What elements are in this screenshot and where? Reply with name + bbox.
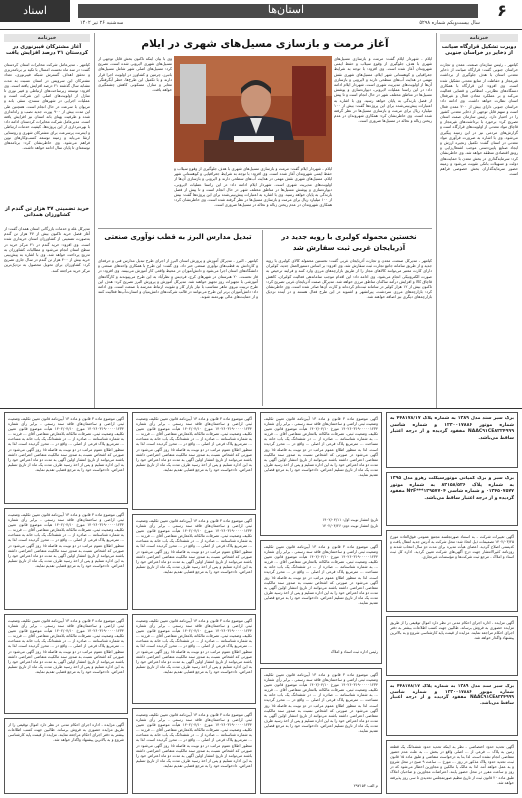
- registration-notice-h-text: آگهی موضوع ماده ۳ قانون و ماده ۱۳ آیین‌نامه قانون تعیین تکلیف وضعیت ثبتی اراضی و ساختمان‌های فاقد سند رسمی - برابر رأی شماره ۱۴۰۲۶۰۳۱۹۰۰۰۰۰۱۲۳۴ مورخ ۱۴۰۲/۰۴/۱۰ هیأت موضوع قانون تعیین تکلیف وضعیت ثبتی، تصرفات مالکانه بلامعارض متقاضی آقای ... فرزند ... به شماره شناسنامه ... صادره از ... در ششدانگ یک باب خانه به مساحت ... مترمربع پلاک فرعی از اصلی ... واقع در ... محرز گردیده است. لذا به منظور اطلاع عموم مراتب در دو نوبت به فاصله ۱۵ روز آگهی می‌شود در صورتی که اشخاص نسبت به صدور سند مالکیت متقاضی اعتراضی داشته باشند می‌توانند از تاریخ انتشار اولین آگهی به مدت دو ماه اعتراض خود را به این اداره تسلیم و پس از اخذ رسید ظرف مدت یک ماه از تاریخ تسلیم اعتراض، دادخواست خود را به مرجع قضایی تقدیم نمایند.: [8, 416, 124, 472]
- registration-notice-k-text: آگهی مزایده - اداره اجرای احکام مدنی در نظر دارد اموال توقیفی را از طریق مزایده حضوری به فروش برساند. طالبین جهت کسب اطلاعات بیشتر به دفتر اجرای احکام مراجعه نمایند. مزایده از قیمت پایه کارشناسی شروع و به بالاترین پیشنهاد واگذار خواهد شد.: [8, 722, 124, 743]
- section-title: استان‌ها: [267, 3, 305, 16]
- right-body: کیامهر - رئیس سازمان صنعت، معدن و تجارت خراسان جنوبی گفت: قرارگاه صیانت از ذخایر معدنی استان با هدف جلوگیری از برداشت غیرمجاز و حفاظت از منابع معدنی تشکیل شده است. وی افزود: این قرارگاه با همکاری دستگاه‌های نظارتی، انتظامی و قضایی فعالیت می‌کند و بر عملکرد معادن فعال و غیرفعال استان نظارت خواهد داشت. وی ادامه داد: خراسان جنوبی دارای بیش از ۳۰۰ معدن فعال است و سهم قابل توجهی از ذخایر معدنی کشور را در اختیار دارد. رئیس سازمان صمت استان تصریح کرد: برخورد با برداشت‌های غیرمجاز و قاچاق مواد معدنی از اولویت‌های قرارگاه است و گزارش‌های مردمی نیز در این زمینه پیگیری می‌شود. وی با اشاره به ضرورت فرآوری مواد معدنی در استان گفت: تکمیل زنجیره ارزش و ایجاد صنایع پایین‌دستی موجب اشتغال‌زایی و رونق اقتصادی منطقه خواهد شد. وی خاطرنشان کرد: سرمایه‌گذاری در بخش معدن با حمایت‌های دولت و تسهیلات بانکی تقویت می‌شود و زمینه حضور سرمایه‌گذاران بخش خصوصی فراهم است.: [440, 62, 518, 177]
- registration-notice-d: [132, 412, 256, 510]
- registration-notice-k: [4, 718, 128, 794]
- lost-document-text-1: برگ سبز سند مدل ۱۳۸۹ به شماره پلاک ۴۴۸۱۷۸/۱۷ به شماره موتور ۱۲۳۰۰۱۷۸۸۶ و شماره شاسی NAAC۹۱CE۸۲۲۴۹۹۹ مفقود گردیده و از درجه اعتبار ساقط می‌باشد.: [390, 416, 514, 441]
- official-photo: [174, 56, 332, 162]
- masthead-rule: [0, 29, 522, 30]
- lost-document-notice-1: [386, 412, 518, 468]
- ads-divider: [0, 408, 522, 409]
- left-headline-2: خرید تضمینی ۳۷ هزار تن گندم از کشاورزان همدانی: [4, 206, 90, 219]
- registration-notice-a-text: آگهی موضوع ماده ۳ قانون و ماده ۱۳ آیین‌نامه قانون تعیین تکلیف وضعیت ثبتی اراضی و ساختمان‌های فاقد سند رسمی - برابر رأی شماره ۱۴۰۲۶۰۳۱۹۰۰۰۰۰۱۲۳۴ مورخ ۱۴۰۲/۰۴/۱۰ هیأت موضوع قانون تعیین تکلیف وضعیت ثبتی، تصرفات مالکانه بلامعارض متقاضی آقای ... فرزند ... به شماره شناسنامه ... صادره از ... در ششدانگ یک باب خانه به مساحت ... مترمربع پلاک فرعی از اصلی ... واقع در ... محرز گردیده است. لذا به منظور اطلاع عموم مراتب در دو نوبت به فاصله ۱۵ روز آگهی می‌شود در صورتی که اشخاص نسبت به صدور سند مالکیت متقاضی اعتراضی داشته باشند می‌توانند از تاریخ انتشار اولین آگهی به مدت دو ماه اعتراض خود را به این اداره تسلیم و پس از اخذ رسید ظرف مدت یک ماه از تاریخ تسلیم اعتراض، دادخواست خود را به مرجع قضایی تقدیم نمایند.: [264, 416, 378, 478]
- registration-notice-f-text: آگهی موضوع ماده ۳ قانون و ماده ۱۳ آیین‌نامه قانون تعیین تکلیف وضعیت ثبتی اراضی و ساختمان‌های فاقد سند رسمی - برابر رأی شماره ۱۴۰۲۶۰۳۱۹۰۰۰۰۰۱۲۳۴ مورخ ۱۴۰۲/۰۴/۱۰ هیأت موضوع قانون تعیین تکلیف وضعیت ثبتی، تصرفات مالکانه بلامعارض متقاضی آقای ... فرزند ... به شماره شناسنامه ... صادره از ... در ششدانگ یک باب خانه به مساحت ... مترمربع پلاک فرعی از اصلی ... واقع در ... محرز گردیده است. لذا به منظور اطلاع عموم مراتب در دو نوبت به فاصله ۱۵ روز آگهی می‌شود در صورتی که اشخاص نسبت به صدور سند مالکیت متقاضی اعتراضی داشته باشند می‌توانند از تاریخ انتشار اولین آگهی به مدت دو ماه اعتراض خود را به این اداره تسلیم و پس از اخذ رسید ظرف مدت یک ماه از تاریخ تسلیم اعتراض، دادخواست خود را به مرجع قضایی تقدیم نمایند.: [136, 618, 252, 674]
- issue-info: [80, 19, 480, 28]
- registration-notice-d-text: آگهی موضوع ماده ۳ قانون و ماده ۱۳ آیین‌نامه قانون تعیین تکلیف وضعیت ثبتی اراضی و ساختمان‌های فاقد سند رسمی - برابر رأی شماره ۱۴۰۲۶۰۳۱۹۰۰۰۰۰۱۲۳۴ مورخ ۱۴۰۲/۰۴/۱۰ هیأت موضوع قانون تعیین تکلیف وضعیت ثبتی، تصرفات مالکانه بلامعارض متقاضی آقای ... فرزند ... به شماره شناسنامه ... صادره از ... در ششدانگ یک باب خانه به مساحت ... مترمربع پلاک فرعی از اصلی ... واقع در ... محرز گردیده است. لذا به منظور اطلاع عموم مراتب در دو نوبت به فاصله ۱۵ روز آگهی می‌شود در صورتی که اشخاص نسبت به صدور سند مالکیت متقاضی اعتراضی داشته باشند می‌توانند از تاریخ انتشار اولین آگهی به مدت دو ماه اعتراض خود را به این اداره تسلیم و پس از اخذ رسید ظرف مدت یک ماه از تاریخ تسلیم اعتراض، دادخواست خود را به مرجع قضایی تقدیم نمایند.: [136, 416, 252, 472]
- column-rule: [94, 33, 95, 408]
- registration-notice-g: [132, 708, 256, 794]
- issue-line: سال بیست‌ویکم شماره ۵۲۹۸: [419, 20, 480, 26]
- registration-notice-j: [4, 614, 128, 714]
- date-second: تاریخ انتشار نوبت دوم: ۱۴۰۲/۰۴/۲۶: [322, 523, 378, 528]
- registration-notice-h: [4, 412, 128, 504]
- top-story-body-col3: ایلام - شهردار ایلام گفت: مرمت و بازسازی مسیل‌های شهری با هدف جلوگیری از وقوع سیلاب و حفظ ایمنی شهروندان آغاز شده است. وی افزود: با توجه به شرایط جغرافیایی و کوهستانی شهر ایلام، مسیل‌های شهری نقش مهمی در هدایت آب‌های سطحی دارند و لایروبی و بازسازی آن‌ها از اولویت‌های مدیریت شهری است. شهردار ایلام ادامه داد: در این راستا عملیات لایروبی، دیواره‌سازی و پوشش مسیل‌ها در مناطق مختلف شهر در حال انجام است و تا پیش از فصل بارندگی به پایان خواهد رسید. وی با اشاره به اعتبارات پیش‌بینی‌شده برای این پروژه‌ها گفت: بیش از ۱۰۰ میلیارد ریال برای مرمت و بازسازی مسیل‌ها در نظر گرفته شده است. وی خاطرنشان کرد: همکاری شهروندان در عدم ریختن زباله و نخاله در مسیل‌ها ضروری است.: [174, 166, 332, 208]
- registration-notice-g-text: آگهی موضوع ماده ۳ قانون و ماده ۱۳ آیین‌نامه قانون تعیین تکلیف وضعیت ثبتی اراضی و ساختمان‌های فاقد سند رسمی - برابر رأی شماره ۱۴۰۲۶۰۳۱۹۰۰۰۰۰۱۲۳۴ مورخ ۱۴۰۲/۰۴/۱۰ هیأت موضوع قانون تعیین تکلیف وضعیت ثبتی، تصرفات مالکانه بلامعارض متقاضی آقای ... فرزند ... به شماره شناسنامه ... صادره از ... در ششدانگ یک باب خانه به مساحت ... مترمربع پلاک فرعی از اصلی ... واقع در ... محرز گردیده است. لذا به منظور اطلاع عموم مراتب در دو نوبت به فاصله ۱۵ روز آگهی می‌شود در صورتی که اشخاص نسبت به صدور سند مالکیت متقاضی اعتراضی داشته باشند می‌توانند از تاریخ انتشار اولین آگهی به مدت دو ماه اعتراض خود را به این اداره تسلیم و پس از اخذ رسید ظرف مدت یک ماه از تاریخ تسلیم اعتراض، دادخواست خود را به مرجع قضایی تقدیم نمایند.: [136, 712, 252, 768]
- signature: رئیس اداره ثبت اسناد و املاک: [330, 649, 378, 654]
- company-notice-text: آگهی تغییرات شرکت - به استناد صورتجلسه مجمع عمومی فوق‌العاده مورخ ۱۴۰۲/۰۳/۲۵ تصمیمات ذیل اتخاذ شد: محل شرکت به آدرس جدید انتقال یافت و کدپستی اصلاح گردید. اعضای هیأت مدیره برای مدت دو سال انتخاب شدند و روزنامه کثیرالانتشار جهت درج آگهی‌های شرکت تعیین گردید. اداره کل ثبت اسناد و املاک - مرجع ثبت شرکت‌ها و مؤسسات غیرتجاری.: [390, 534, 514, 560]
- left-body-2: مدیرکل غله و خدمات بازرگانی استان همدان گفت: از آغاز فصل خرید تاکنون بیش از ۳۷ هزار تن گندم به‌صورت تضمینی از کشاورزان استان خریداری شده است. وی افزود: خرید گندم در ۴۱ مرکز خرید در سطح استان انجام می‌شود و مطالبات کشاورزان به تدریج پرداخت خواهد شد. وی با اشاره به پیش‌بینی خرید بیش از ۴۰۰ هزار تن گندم در سال جاری تصریح کرد: کشاورزان برای تحویل محصول به نزدیک‌ترین مرکز خرید مراجعه کنند.: [4, 226, 90, 273]
- registration-notice-i: [4, 508, 128, 610]
- top-story-body: ایلام - شهردار ایلام گفت: مرمت و بازسازی مسیل‌های شهری با هدف جلوگیری از وقوع سیلاب و حفظ ایمنی شهروندان آغاز شده است. وی افزود: با توجه به شرایط جغرافیایی و کوهستانی شهر ایلام، مسیل‌های شهری نقش مهمی در هدایت آب‌های سطحی دارند و لایروبی و بازسازی آن‌ها از اولویت‌های مدیریت شهری است. شهردار ایلام ادامه داد: در این راستا عملیات لایروبی، دیواره‌سازی و پوشش مسیل‌ها در مناطق مختلف شهر در حال انجام است و تا پیش از فصل بارندگی به پایان خواهد رسید. وی با اشاره به اعتبارات پیش‌بینی‌شده برای این پروژه‌ها گفت: بیش از ۱۰۰ میلیارد ریال برای مرمت و بازسازی مسیل‌ها در نظر گرفته شده است. وی خاطرنشان کرد: همکاری شهروندان در عدم ریختن زباله و نخاله در مسیل‌ها ضروری است.: [334, 56, 432, 124]
- kolbar-story-headline: نخستین محموله کولبری با رویه جدید در آذربایجان غربی ثبت سفارش شد: [281, 233, 417, 252]
- registration-notice-j-text: آگهی موضوع ماده ۳ قانون و ماده ۱۳ آیین‌نامه قانون تعیین تکلیف وضعیت ثبتی اراضی و ساختمان‌های فاقد سند رسمی - برابر رأی شماره ۱۴۰۲۶۰۳۱۹۰۰۰۰۰۱۲۳۴ مورخ ۱۴۰۲/۰۴/۱۰ هیأت موضوع قانون تعیین تکلیف وضعیت ثبتی، تصرفات مالکانه بلامعارض متقاضی آقای ... فرزند ... به شماره شناسنامه ... صادره از ... در ششدانگ یک باب خانه به مساحت ... مترمربع پلاک فرعی از اصلی ... واقع در ... محرز گردیده است. لذا به منظور اطلاع عموم مراتب در دو نوبت به فاصله ۱۵ روز آگهی می‌شود در صورتی که اشخاص نسبت به صدور سند مالکیت متقاضی اعتراضی داشته باشند می‌توانند از تاریخ انتشار اولین آگهی به مدت دو ماه اعتراض خود را به این اداره تسلیم و پس از اخذ رسید ظرف مدت یک ماه از تاریخ تسلیم اعتراض، دادخواست خود را به مرجع قضایی تقدیم نمایند.: [8, 618, 124, 674]
- registration-notice-e-text: آگهی موضوع ماده ۳ قانون و ماده ۱۳ آیین‌نامه قانون تعیین تکلیف وضعیت ثبتی اراضی و ساختمان‌های فاقد سند رسمی - برابر رأی شماره ۱۴۰۲۶۰۳۱۹۰۰۰۰۰۱۲۳۴ مورخ ۱۴۰۲/۰۴/۱۰ هیأت موضوع قانون تعیین تکلیف وضعیت ثبتی، تصرفات مالکانه بلامعارض متقاضی آقای ... فرزند ... به شماره شناسنامه ... صادره از ... در ششدانگ یک باب خانه به مساحت ... مترمربع پلاک فرعی از اصلی ... واقع در ... محرز گردیده است. لذا به منظور اطلاع عموم مراتب در دو نوبت به فاصله ۱۵ روز آگهی می‌شود در صورتی که اشخاص نسبت به صدور سند مالکیت متقاضی اعتراضی داشته باشند می‌توانند از تاریخ انتشار اولین آگهی به مدت دو ماه اعتراض خود را به این اداره تسلیم و پس از اخذ رسید ظرف مدت یک ماه از تاریخ تسلیم اعتراض، دادخواست خود را به مرجع قضایی تقدیم نمایند.: [136, 518, 252, 574]
- stamp: م الف: ۲۹۷۱۵۳: [353, 783, 378, 788]
- registration-notice-c-text: آگهی موضوع ماده ۳ قانون و ماده ۱۳ آیین‌نامه قانون تعیین تکلیف وضعیت ثبتی اراضی و ساختمان‌های فاقد سند رسمی - برابر رأی شماره ۱۴۰۲۶۰۳۱۹۰۰۰۰۰۱۲۳۴ مورخ ۱۴۰۲/۰۴/۱۰ هیأت موضوع قانون تعیین تکلیف وضعیت ثبتی، تصرفات مالکانه بلامعارض متقاضی آقای ... فرزند ... به شماره شناسنامه ... صادره از ... در ششدانگ یک باب خانه به مساحت ... مترمربع پلاک فرعی از اصلی ... واقع در ... محرز گردیده است. لذا به منظور اطلاع عموم مراتب در دو نوبت به فاصله ۱۵ روز آگهی می‌شود در صورتی که اشخاص نسبت به صدور سند مالکیت متقاضی اعتراضی داشته باشند می‌توانند از تاریخ انتشار اولین آگهی به مدت دو ماه اعتراض خود را به این اداره تسلیم و پس از اخذ رسید ظرف مدت یک ماه از تاریخ تسلیم اعتراض، دادخواست خود را به مرجع قضایی تقدیم نمایند.: [264, 672, 378, 734]
- boundary-notice-right: [386, 680, 518, 736]
- masthead: [0, 0, 522, 30]
- top-story-body-col2: وی با بیان اینکه تاکنون بخش قابل توجهی از مسیل‌های شهری لایروبی شده است، تصریح کرد: مسیل‌های اصلی شهر شامل مسیل‌های بانبرز، چرمین و کشاورز در اولویت اجرا قرار دارند و با تکمیل این طرح‌ها، خطر آبگرفتگی معابر و منازل مسکونی کاهش چشمگیری خواهد یافت.: [98, 56, 172, 93]
- lost-document-notice-2: [386, 472, 518, 526]
- newspaper-logo: اسناد: [0, 0, 70, 22]
- left-headline-1: آغاز مشترکان فیبرنوری در کردستان ۲۱ درصد افزایش یافت: [6, 44, 88, 57]
- company-notice-right: [386, 530, 518, 612]
- bottom-notice-right: [386, 740, 518, 794]
- registration-notice-a: [260, 412, 382, 536]
- registration-notice-c: [260, 668, 382, 794]
- date-line: سه‌شنبه ۲۶ تیر ۱۴۰۲: [80, 20, 124, 26]
- auction-notice-right: [386, 616, 518, 676]
- bottom-notice-text: آگهی تحدید حدود اختصاصی - نظر به اینکه تحدید حدود ششدانگ یک قطعه زمین به پلاک ... فرعی از ... اصلی واقع در بخش ... به علت عدم حضور متقاضی انجام نشده است، لذا بنا به درخواست متقاضی و طبق ماده ۱۵ قانون ثبت، تحدید حدود پلاک مذکور در روز ... مورخ ... ساعت ۹ صبح در محل شروع و به عمل خواهد آمد. لذا به مالک یا مالکین و مجاورین اخطار می‌شود که در روز و ساعت مقرر در محل حضور یابند. اعتراضات مجاورین و صاحبان املاک طبق ماده ۲۰ قانون ثبت از تاریخ تنظیم صورتمجلس تحدیدی تا سی روز پذیرفته خواهد شد.: [390, 744, 514, 785]
- auction-notice-text: آگهی مزایده - اداره اجرای احکام مدنی در نظر دارد اموال توقیفی را از طریق مزایده حضوری به فروش برساند. طالبین جهت کسب اطلاعات بیشتر به دفتر اجرای احکام مراجعه نمایند. مزایده از قیمت پایه کارشناسی شروع و به بالاترین پیشنهاد واگذار خواهد شد.: [390, 620, 514, 641]
- registration-notice-i-text: آگهی موضوع ماده ۳ قانون و ماده ۱۳ آیین‌نامه قانون تعیین تکلیف وضعیت ثبتی اراضی و ساختمان‌های فاقد سند رسمی - برابر رأی شماره ۱۴۰۲۶۰۳۱۹۰۰۰۰۰۱۲۳۴ مورخ ۱۴۰۲/۰۴/۱۰ هیأت موضوع قانون تعیین تکلیف وضعیت ثبتی، تصرفات مالکانه بلامعارض متقاضی آقای ... فرزند ... به شماره شناسنامه ... صادره از ... در ششدانگ یک باب خانه به مساحت ... مترمربع پلاک فرعی از اصلی ... واقع در ... محرز گردیده است. لذا به منظور اطلاع عموم مراتب در دو نوبت به فاصله ۱۵ روز آگهی می‌شود در صورتی که اشخاص نسبت به صدور سند مالکیت متقاضی اعتراضی داشته باشند می‌توانند از تاریخ انتشار اولین آگهی به مدت دو ماه اعتراض خود را به این اداره تسلیم و پس از اخذ رسید ظرف مدت یک ماه از تاریخ تسلیم اعتراض، دادخواست خود را به مرجع قضایی تقدیم نمایند.: [8, 512, 124, 568]
- right-kicker: خبرنامه: [440, 34, 518, 42]
- right-headline: دوبرت تشکیل قرارگاه صیانت از ذخایر در خراسان جنوبی: [441, 44, 517, 57]
- registration-notice-e: [132, 514, 256, 610]
- school-story-body: کیامهر - البرز - مدیرکل آموزش و پرورش استان البرز از اجرای طرح تبدیل مدارس فنی و حرفه‌ای و کاردانش به قطب‌های نوآوری صنعتی خبر داد. وی گفت: این طرح با همکاری واحدهای صنعتی و دانشگاه‌های استان اجرا می‌شود و دانش‌آموزان در محیط واقعی کار آموزش می‌بینند. وی افزود: در فاز نخست، ۲۰ هنرستان در شهرهای کرج، فردیس و نظرآباد به این طرح می‌پیوندند و کارگاه‌های آموزشی با تجهیزات روز تجهیز خواهند شد. مدیرکل آموزش و پرورش البرز تصریح کرد: هدف این طرح تربیت نیروی ماهر متناسب با نیاز بازار کار و تقویت ارتباط مدرسه با صنعت است. وی ادامه داد: دانش‌آموزان برتر این طرح می‌توانند در قالب شرکت‌های دانش‌بنیان و استارت‌آپ‌ها فعالیت کنند و از حمایت‌های مالی بهره‌مند شوند.: [98, 258, 258, 300]
- left-body-1: کیامهر - مدیرعامل شرکت مخابرات استان کردستان گفت: در سه ماه نخست امسال با تکیه بر برنامه‌ریزی و تحقق اهداف گسترش شبکه فیبرنوری، تعداد مشترکان این سرویس در استان نسبت به مدت مشابه سال گذشته ۲۱ درصد افزایش یافته است. وی افزود: توسعه زیرساخت‌های ارتباطی و فیبر نوری تا منازل از اولویت‌های اصلی این شرکت است و عملیات اجرایی در شهرهای سنندج، سقز، بانه و مریوان با سرعت در حال انجام است. همچنین طی این مدت بیش از ۹۰۰ پورت جدید نصب و راه‌اندازی شده و ظرفیت پهنای باند استان نیز افزایش یافته است. مدیرعامل شرکت مخابرات کردستان ادامه داد: با بهره‌برداری از این پروژه‌ها، کیفیت خدمات ارتباطی و اینترنت پرسرعت برای مشترکان شهری و روستایی ارتقا می‌یابد و زمینه توسعه کسب‌وکارهای نوین فراهم می‌شود. وی خاطرنشان کرد: برنامه‌های توسعه‌ای تا پایان سال ادامه خواهد داشت.: [4, 62, 90, 151]
- date-first: تاریخ انتشار نوبت اول: ۱۴۰۲/۰۴/۱۱: [322, 517, 378, 522]
- left-kicker: خبرنامه: [4, 34, 90, 42]
- kolbar-story-body: کیامهر - مدیرکل صنعت، معدن و تجارت آذربایجان غربی گفت: نخستین محموله کالای کولبری با رویه جدید و از طریق سامانه جامع تجارت ثبت سفارش شد. وی افزود: بر اساس دستورالعمل جدید، کولبران دارای کارت معتبر می‌توانند کالاهای مجاز را از طریق بازارچه‌های مرزی وارد کنند و فرایند ترخیص به صورت الکترونیکی انجام می‌شود. وی ادامه داد: این اقدام موجب ساماندهی فعالیت کولبران، کاهش قاچاق کالا و افزایش درآمد ساکنان مناطق مرزی خواهد شد. مدیرکل صمت آذربایجان غربی تصریح کرد: تاکنون بیش از ۱۲ هزار کولبر در سامانه ثبت‌نام کرده‌اند و کارت آن‌ها صادر شده است. وی خاطرنشان کرد: بازارچه‌های مرزی سردشت، پیرانشهر و اشنویه در این طرح فعال هستند و در آینده نزدیک بازارچه‌های دیگری نیز اضافه خواهند شد.: [266, 258, 432, 300]
- lost-document-text-2: برگ سبز و برگ کمپانی موتورسیکلت رهرو مدل ۱۳۹۵ به شماره پلاک ۸۲۱۵۸/۵۲۶ به شماره موتور ۰۱۳۴۵۰۷۵۷۷ و شماره شاسی N۲F***۱۲۹۵۷۷۰۴ مفقود گردیده و از درجه اعتبار ساقط می‌باشد.: [390, 476, 514, 501]
- column-rule: [262, 230, 263, 406]
- column-rule: [436, 33, 437, 408]
- top-story-headline: آغاز مرمت و بازسازی مسیل‌های شهری در ایلام: [141, 38, 389, 50]
- registration-notice-b: [260, 540, 382, 664]
- registration-notice-b-text: آگهی موضوع ماده ۳ قانون و ماده ۱۳ آیین‌نامه قانون تعیین تکلیف وضعیت ثبتی اراضی و ساختمان‌های فاقد سند رسمی - برابر رأی شماره ۱۴۰۲۶۰۳۱۹۰۰۰۰۰۱۲۳۴ مورخ ۱۴۰۲/۰۴/۱۰ هیأت موضوع قانون تعیین تکلیف وضعیت ثبتی، تصرفات مالکانه بلامعارض متقاضی آقای ... فرزند ... به شماره شناسنامه ... صادره از ... در ششدانگ یک باب خانه به مساحت ... مترمربع پلاک فرعی از اصلی ... واقع در ... محرز گردیده است. لذا به منظور اطلاع عموم مراتب در دو نوبت به فاصله ۱۵ روز آگهی می‌شود در صورتی که اشخاص نسبت به صدور سند مالکیت متقاضی اعتراضی داشته باشند می‌توانند از تاریخ انتشار اولین آگهی به مدت دو ماه اعتراض خود را به این اداره تسلیم و پس از اخذ رسید ظرف مدت یک ماه از تاریخ تسلیم اعتراض، دادخواست خود را به مرجع قضایی تقدیم نمایند.: [264, 544, 378, 606]
- boundary-notice-text: برگ سبز سند مدل ۱۳۸۹ به شماره پلاک ۴۴۸۱۷۸/۱۷ به شماره موتور ۱۲۳۰۰۱۷۸۸۶ و شماره شاسی NAAC۹۱CE۸۲۲۴۹۹۹ مفقود گردیده و از درجه اعتبار ساقط می‌باشد.: [390, 684, 514, 706]
- registration-notice-f: [132, 614, 256, 704]
- page-number: ۶: [488, 0, 516, 22]
- school-story-headline: تبدیل مدارس البرز به قطب نوآوری صنعتی: [104, 233, 252, 241]
- story-divider: [98, 228, 432, 229]
